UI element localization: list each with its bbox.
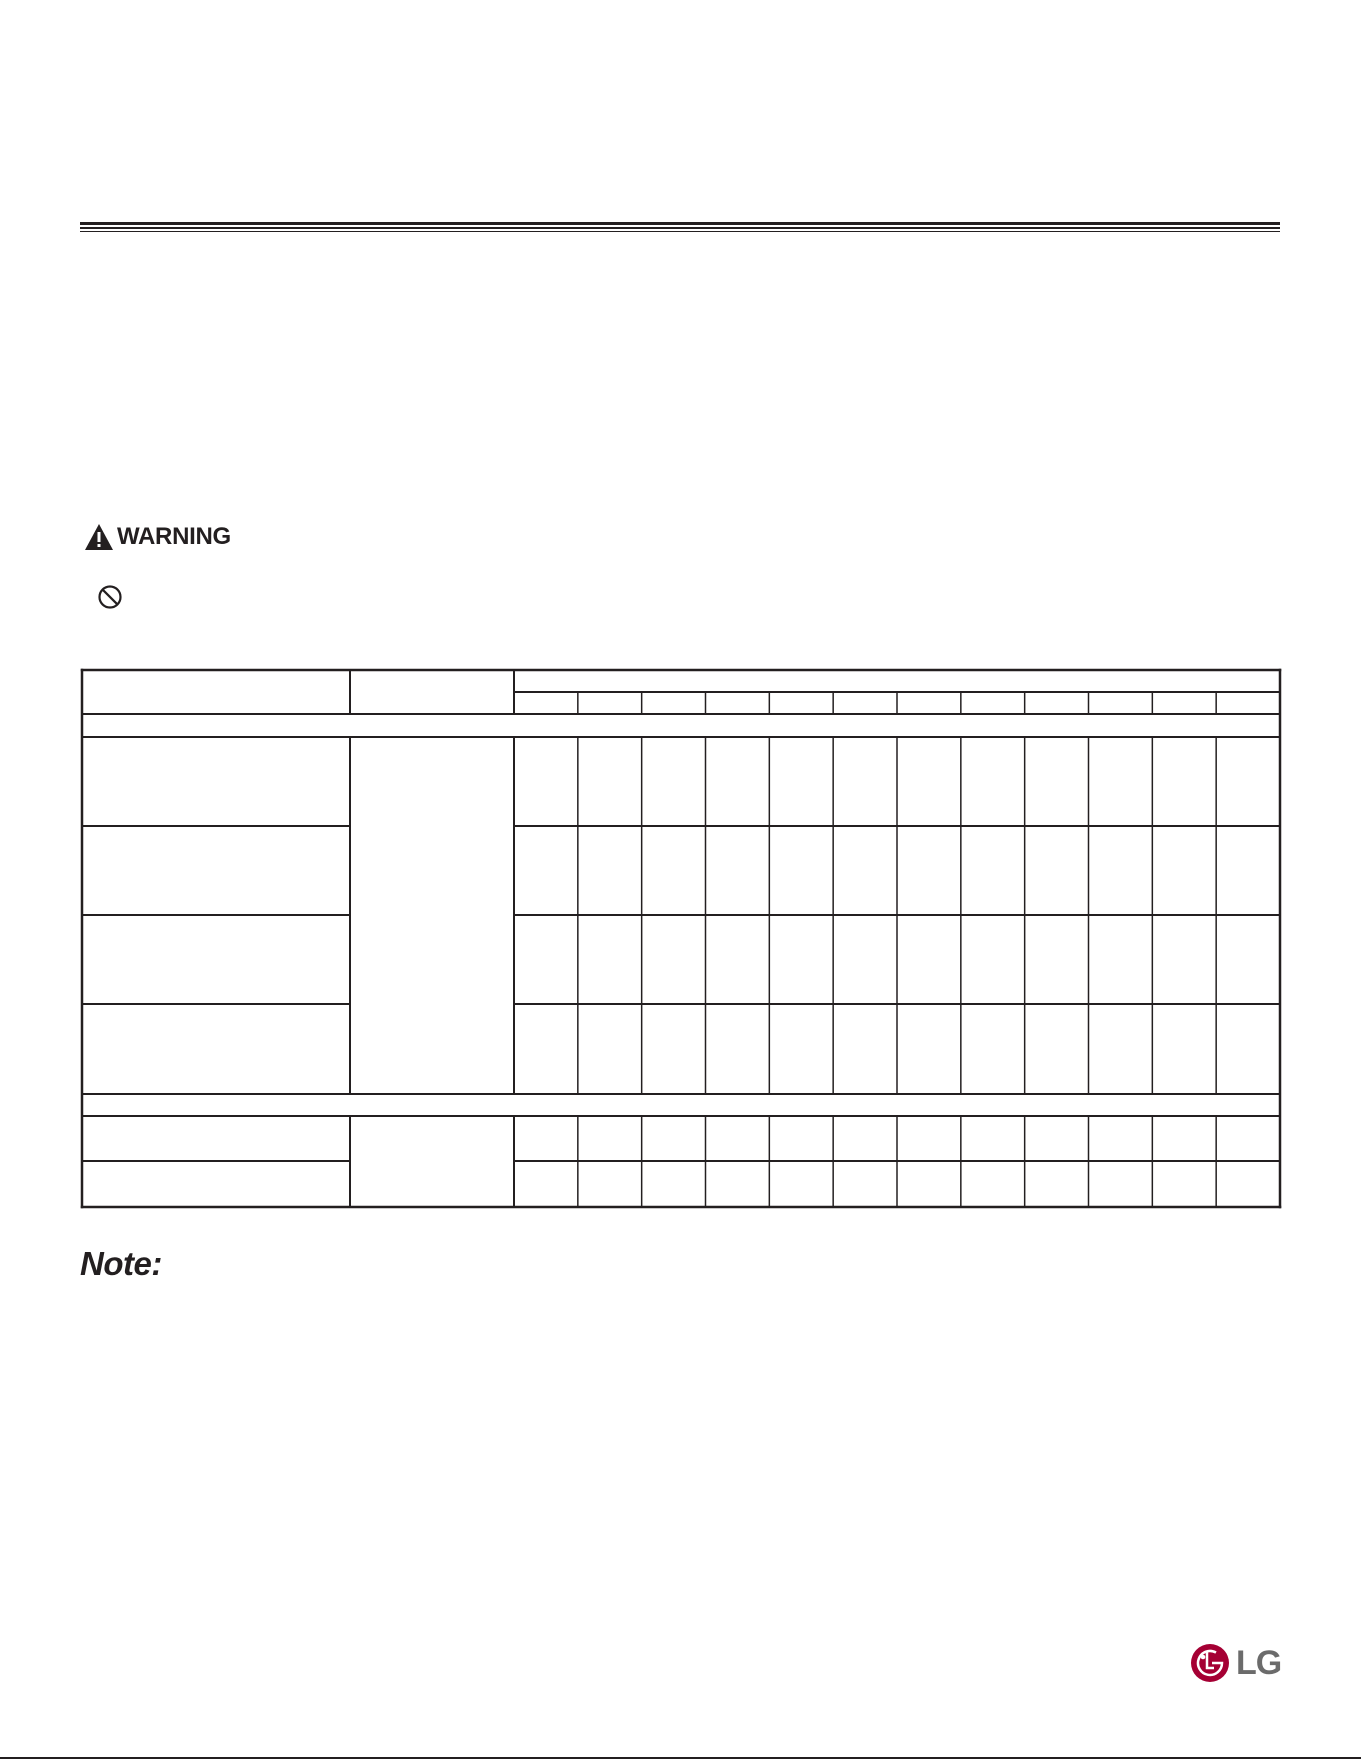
lg-logo <box>1190 1643 1281 1683</box>
footer-rule <box>0 1757 1361 1759</box>
lg-logo-text: LG <box>1236 1643 1282 1682</box>
table-grid <box>82 670 1280 1207</box>
note-label: Note: <box>80 1245 162 1282</box>
lg-face-logo-icon <box>1190 1643 1230 1683</box>
warning-text: WARNING <box>117 523 231 550</box>
